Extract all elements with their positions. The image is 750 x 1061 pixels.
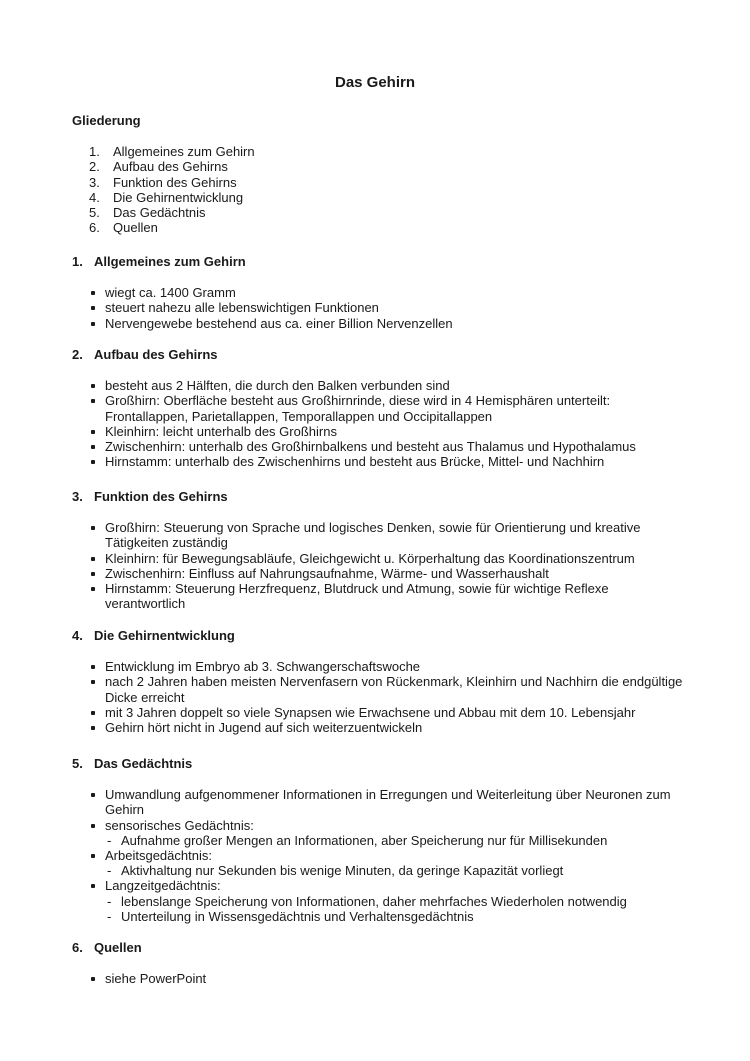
bullet-list xyxy=(72,378,692,469)
toc-item-number: 4. xyxy=(89,189,100,205)
bullet-icon xyxy=(91,572,95,576)
section-quellen xyxy=(72,940,692,986)
list-item xyxy=(72,378,692,393)
section-number: 5. xyxy=(72,756,83,771)
sub-list-item-text: lebenslange Speicherung von Informationen, daher mehrfaches Wiederholen notwendig xyxy=(121,893,627,909)
list-item xyxy=(72,581,692,611)
section-title: Quellen xyxy=(94,940,142,955)
bullet-icon xyxy=(91,460,95,464)
bullet-icon xyxy=(91,291,95,295)
list-item-text: Kleinhirn: für Bewegungsabläufe, Gleichgewicht u. Körperhaltung das Koordinationszentrum xyxy=(105,550,635,566)
toc-item-label: Quellen xyxy=(113,220,158,236)
list-item xyxy=(72,439,692,454)
section-heading xyxy=(72,756,692,771)
list-item xyxy=(72,848,692,878)
section-number: 3. xyxy=(72,489,83,504)
list-item-text: besteht aus 2 Hälften, die durch den Balken verbunden sind xyxy=(105,378,450,394)
sub-list-item-text: Aktivhaltung nur Sekunden bis wenige Minuten, da geringe Kapazität vorliegt xyxy=(121,863,564,879)
bullet-icon xyxy=(91,322,95,326)
bullet-icon xyxy=(91,854,95,858)
toc-item-label: Aufbau des Gehirns xyxy=(113,159,228,175)
section-heading xyxy=(72,628,692,643)
list-item-text: steuert nahezu alle lebenswichtigen Funktionen xyxy=(105,300,379,316)
list-item-text: Hirnstamm: Steuerung Herzfrequenz, Blutdruck und Atmung, sowie für wichtige Reflexe verantwortlich xyxy=(105,581,609,612)
list-item-text: Kleinhirn: leicht unterhalb des Großhirns xyxy=(105,423,337,439)
section-heading xyxy=(72,347,692,362)
toc-list xyxy=(72,144,692,235)
bullet-icon xyxy=(91,445,95,449)
bullet-icon xyxy=(91,680,95,684)
toc-item-number: 2. xyxy=(89,159,100,175)
sub-list-item-text: Unterteilung in Wissensgedächtnis und Verhaltensgedächtnis xyxy=(121,908,474,924)
list-item-text: Hirnstamm: unterhalb des Zwischenhirns und besteht aus Brücke, Mittel- und Nachhirn xyxy=(105,454,605,470)
list-item xyxy=(72,720,692,735)
sub-list xyxy=(105,863,692,878)
toc-item-number: 6. xyxy=(89,220,100,236)
list-item-text: Gehirn hört nicht in Jugend auf sich weiterzuentwickeln xyxy=(105,720,423,736)
list-item-text: Nervengewebe bestehend aus ca. einer Billion Nervenzellen xyxy=(105,315,453,331)
dash-icon: - xyxy=(107,863,112,879)
toc-item-number: 3. xyxy=(89,174,100,190)
list-item-text: Großhirn: Oberfläche besteht aus Großhirnrinde, diese wird in 4 Hemisphären unterteilt: Frontallappen, Parietallappen, Temporallappen und Occipitallappen xyxy=(105,393,611,424)
sub-list-item xyxy=(105,894,692,909)
list-item xyxy=(72,551,692,566)
list-item xyxy=(72,566,692,581)
bullet-icon xyxy=(91,306,95,310)
list-item xyxy=(72,674,692,704)
section-title: Die Gehirnentwicklung xyxy=(94,628,235,643)
list-item xyxy=(72,424,692,439)
list-item-text: sensorisches Gedächtnis: xyxy=(105,817,254,833)
toc-item xyxy=(72,175,692,190)
sub-list xyxy=(105,894,692,924)
list-item-text: Zwischenhirn: Einfluss auf Nahrungsaufnahme, Wärme- und Wasserhaushalt xyxy=(105,565,549,581)
sub-list xyxy=(105,833,692,848)
list-item xyxy=(72,520,692,550)
section-title: Aufbau des Gehirns xyxy=(94,347,218,362)
list-item xyxy=(72,300,692,315)
list-item xyxy=(72,818,692,848)
dash-icon: - xyxy=(107,832,112,848)
section-entwicklung xyxy=(72,628,692,735)
toc-item-label: Allgemeines zum Gehirn xyxy=(113,144,255,160)
bullet-icon xyxy=(91,665,95,669)
list-item-text: nach 2 Jahren haben meisten Nervenfasern von Rückenmark, Kleinhirn und Nachhirn die endgültige Dicke erreicht xyxy=(105,674,683,705)
toc-item-number: 1. xyxy=(89,144,100,160)
toc-item xyxy=(72,220,692,235)
list-item-text: Großhirn: Steuerung von Sprache und logisches Denken, sowie für Orientierung und kreative Tätigkeiten zuständig xyxy=(105,520,641,551)
bullet-list xyxy=(72,971,692,986)
dash-icon: - xyxy=(107,893,112,909)
list-item xyxy=(72,705,692,720)
bullet-icon xyxy=(91,884,95,888)
section-gedaechtnis xyxy=(72,756,692,924)
section-title: Funktion des Gehirns xyxy=(94,489,228,504)
sub-list-item-text: Aufnahme großer Mengen an Informationen, aber Speicherung nur für Millisekunden xyxy=(121,832,608,848)
toc-item xyxy=(72,190,692,205)
section-allgemeines xyxy=(72,254,692,331)
bullet-list xyxy=(72,285,692,331)
bullet-icon xyxy=(91,711,95,715)
toc-item xyxy=(72,205,692,220)
bullet-icon xyxy=(91,399,95,403)
list-item xyxy=(72,285,692,300)
toc-block xyxy=(72,113,692,235)
dash-icon: - xyxy=(107,908,112,924)
toc-item-label: Funktion des Gehirns xyxy=(113,174,237,190)
bullet-icon xyxy=(91,824,95,828)
section-title: Allgemeines zum Gehirn xyxy=(94,254,246,269)
list-item xyxy=(72,971,692,986)
toc-heading: Gliederung xyxy=(72,113,141,128)
list-item-text: Zwischenhirn: unterhalb des Großhirnbalkens und besteht aus Thalamus und Hypothalamus xyxy=(105,439,636,455)
sub-list-item xyxy=(105,833,692,848)
section-funktion xyxy=(72,489,692,611)
toc-item xyxy=(72,159,692,174)
list-item-text: Umwandlung aufgenommener Informationen in Erregungen und Weiterleitung über Neuronen zum Gehirn xyxy=(105,787,671,818)
bullet-list xyxy=(72,659,692,735)
section-aufbau xyxy=(72,347,692,469)
list-item xyxy=(72,316,692,331)
bullet-icon xyxy=(91,726,95,730)
bullet-list xyxy=(72,787,692,924)
bullet-icon xyxy=(91,977,95,981)
list-item-text: wiegt ca. 1400 Gramm xyxy=(105,285,236,301)
list-item-text: mit 3 Jahren doppelt so viele Synapsen wie Erwachsene und Abbau mit dem 10. Lebensjahr xyxy=(105,704,636,720)
bullet-icon xyxy=(91,384,95,388)
section-heading xyxy=(72,489,692,504)
bullet-icon xyxy=(91,587,95,591)
bullet-icon xyxy=(91,430,95,434)
section-number: 6. xyxy=(72,940,83,955)
bullet-list xyxy=(72,520,692,611)
list-item xyxy=(72,878,692,924)
list-item xyxy=(72,659,692,674)
list-item-text: Arbeitsgedächtnis: xyxy=(105,848,212,864)
section-number: 4. xyxy=(72,628,83,643)
list-item xyxy=(72,454,692,469)
section-title: Das Gedächtnis xyxy=(94,756,193,771)
bullet-icon xyxy=(91,557,95,561)
bullet-icon xyxy=(91,526,95,530)
section-number: 2. xyxy=(72,347,83,362)
section-heading xyxy=(72,940,692,955)
list-item-text: Langzeitgedächtnis: xyxy=(105,878,221,894)
list-item xyxy=(72,787,692,817)
bullet-icon xyxy=(91,793,95,797)
sub-list-item xyxy=(105,863,692,878)
toc-item xyxy=(72,144,692,159)
section-heading xyxy=(72,254,692,269)
sub-list-item xyxy=(105,909,692,924)
section-number: 1. xyxy=(72,254,83,269)
page-title: Das Gehirn xyxy=(334,74,416,91)
list-item-text: siehe PowerPoint xyxy=(105,971,207,987)
toc-item-number: 5. xyxy=(89,205,100,221)
toc-item-label: Die Gehirnentwicklung xyxy=(113,189,244,205)
list-item-text: Entwicklung im Embryo ab 3. Schwangerschaftswoche xyxy=(105,659,421,675)
toc-item-label: Das Gedächtnis xyxy=(113,205,206,221)
list-item xyxy=(72,393,692,423)
